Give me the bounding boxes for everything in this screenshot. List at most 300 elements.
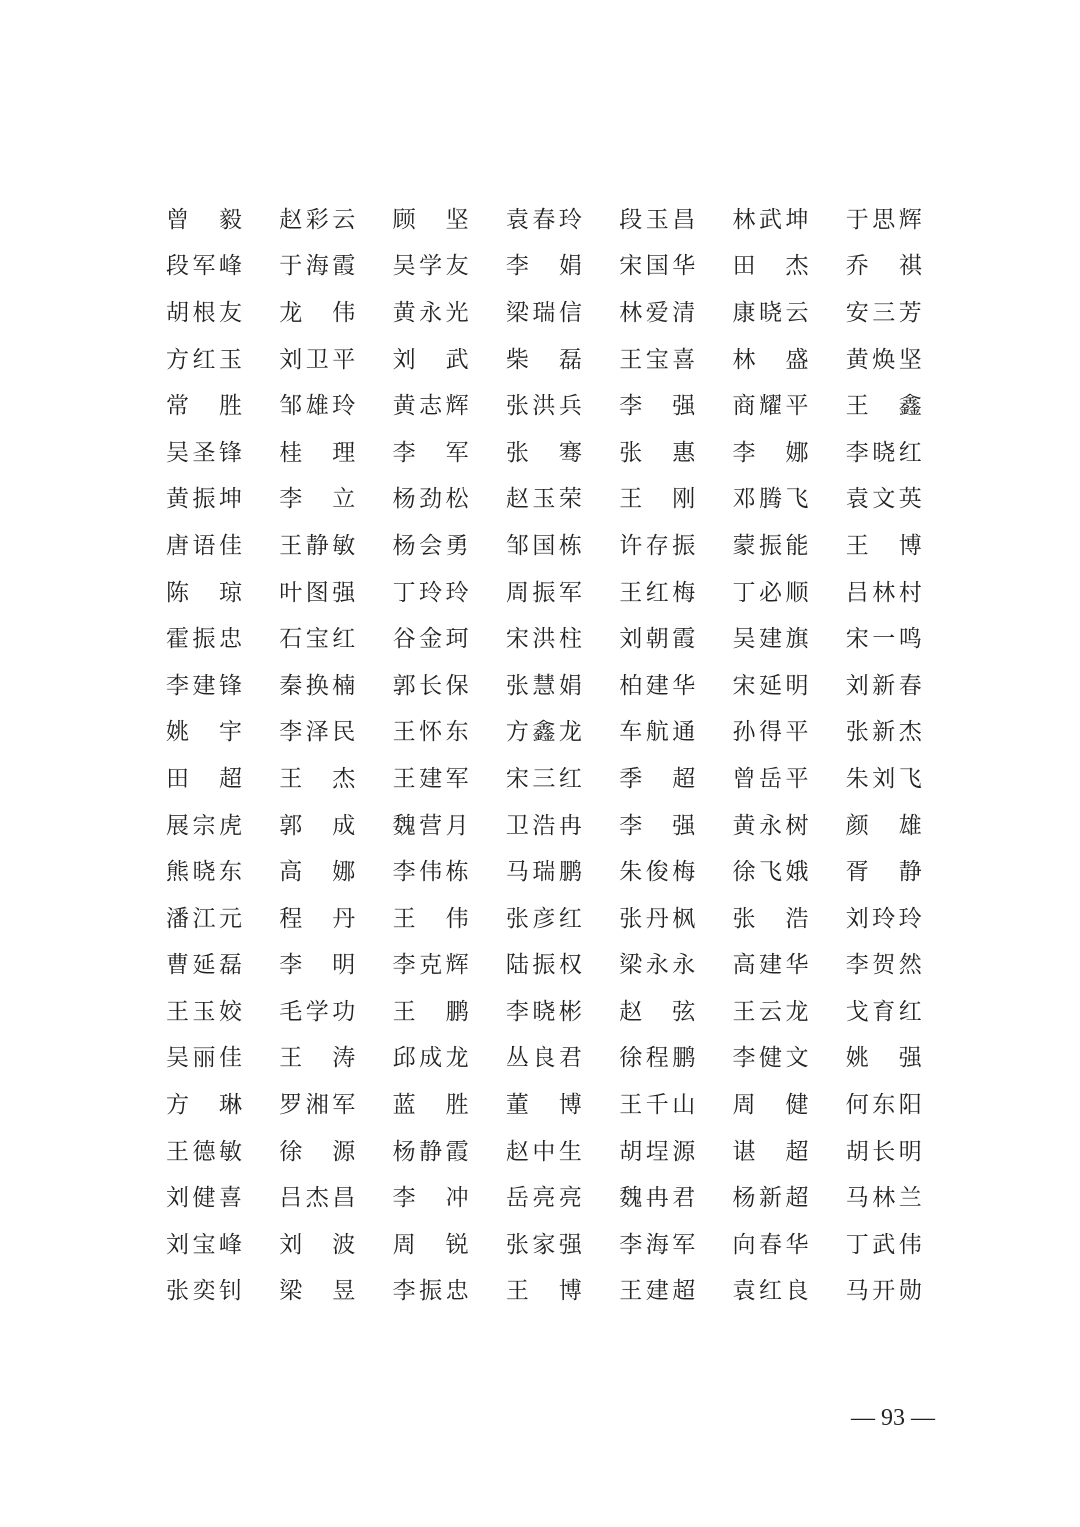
name-char: 杰 [898, 719, 922, 746]
name-char: 德 [192, 1138, 216, 1165]
name-char: 栋 [558, 532, 582, 559]
name-char: 春 [758, 1231, 782, 1258]
name-char: 月 [445, 812, 469, 839]
name-entry [846, 1269, 922, 1316]
name-char: 国 [645, 253, 669, 280]
name-char: 存 [645, 532, 669, 559]
name-entry [506, 943, 582, 990]
name-entry [506, 896, 582, 943]
name-char: 姣 [219, 998, 242, 1025]
name-entry [506, 337, 582, 384]
name-char: 徐 [619, 1045, 643, 1072]
name-char: 柴 [505, 346, 529, 373]
name-char: 王 [619, 579, 643, 606]
name-char: 张 [619, 439, 643, 466]
name-char: 辉 [445, 952, 469, 979]
name-char: 宋 [505, 626, 529, 653]
name-char: 卫 [305, 346, 329, 373]
name-char: 建 [758, 952, 782, 979]
name-char: 陆 [505, 952, 529, 979]
name-char: 军 [445, 765, 469, 792]
name-char: 刘 [845, 672, 869, 699]
name-entry [393, 197, 469, 244]
name-char: 振 [532, 952, 556, 979]
name-entry [846, 1222, 922, 1269]
name-char: 佳 [219, 532, 242, 559]
name-char: 段 [619, 206, 643, 233]
name-char: 强 [672, 812, 696, 839]
name-char: 王 [619, 1092, 643, 1119]
name-entry [279, 1082, 355, 1129]
name-char: 蓝 [392, 1092, 416, 1119]
name-char: 琼 [219, 579, 242, 606]
name-char: 张 [619, 905, 643, 932]
name-char: 吴 [732, 626, 756, 653]
name-char: 车 [619, 719, 643, 746]
name-char: 袁 [845, 486, 869, 513]
name-entry [506, 849, 582, 896]
name-entry [506, 616, 582, 663]
name-char: 永 [645, 952, 669, 979]
name-char: 林 [732, 206, 756, 233]
name-entry [279, 896, 355, 943]
name-char: 忠 [445, 1278, 469, 1305]
name-entry [393, 1082, 469, 1129]
name-char: 徐 [732, 859, 756, 886]
name-char: 洪 [532, 626, 556, 653]
name-char: 顺 [785, 579, 809, 606]
name-char: 奕 [192, 1278, 216, 1305]
name-char: 瑞 [532, 859, 556, 886]
name-entry [732, 337, 808, 384]
name-char: 浩 [532, 812, 556, 839]
name-char: 腾 [758, 486, 782, 513]
name-char: 李 [392, 439, 416, 466]
name-char: 杰 [305, 1185, 329, 1212]
name-entry [732, 244, 808, 291]
name-char: 一 [872, 626, 896, 653]
name-entry [506, 756, 582, 803]
name-char: 熊 [166, 859, 189, 886]
name-char: 马 [845, 1185, 869, 1212]
name-entry [732, 430, 808, 477]
name-char: 胡 [166, 299, 189, 326]
name-entry [846, 430, 922, 477]
name-char: 李 [392, 1278, 416, 1305]
name-char: 军 [445, 439, 469, 466]
name-char: 刘 [279, 1231, 303, 1258]
name-char: 长 [419, 672, 443, 699]
name-char: 村 [898, 579, 922, 606]
name-entry [846, 1175, 922, 1222]
name-char: 龙 [445, 1045, 469, 1072]
name-entry [393, 1036, 469, 1083]
name-entry [166, 523, 242, 570]
name-char: 红 [558, 765, 582, 792]
name-char: 超 [785, 1138, 809, 1165]
name-entry [393, 896, 469, 943]
name-char: 冉 [558, 812, 582, 839]
name-char: 罗 [279, 1092, 303, 1119]
name-char: 鹏 [672, 1045, 696, 1072]
name-char: 伟 [898, 1231, 922, 1258]
name-char: 李 [732, 1045, 756, 1072]
name-char: 王 [845, 532, 869, 559]
name-char: 永 [419, 299, 443, 326]
name-char: 邹 [505, 532, 529, 559]
name-char: 梅 [672, 859, 696, 886]
name-char: 博 [558, 1092, 582, 1119]
name-char: 海 [305, 253, 329, 280]
name-char: 彬 [558, 998, 582, 1025]
name-char: 杨 [392, 532, 416, 559]
name-char: 红 [758, 1278, 782, 1305]
name-entry [279, 803, 355, 850]
name-entry [393, 430, 469, 477]
name-char: 杨 [392, 1138, 416, 1165]
name-char: 王 [619, 346, 643, 373]
name-entry [506, 570, 582, 617]
name-char: 黄 [845, 346, 869, 373]
name-entry [279, 244, 355, 291]
name-char: 王 [166, 998, 189, 1025]
name-entry [393, 989, 469, 1036]
name-char: 玲 [872, 905, 896, 932]
name-char: 涛 [332, 1045, 356, 1072]
name-char: 昱 [332, 1278, 356, 1305]
name-char: 勋 [898, 1278, 922, 1305]
name-char: 虎 [219, 812, 242, 839]
name-char: 曾 [732, 765, 756, 792]
name-entry [279, 710, 355, 757]
name-char: 刘 [872, 765, 896, 792]
name-char: 胡 [619, 1138, 643, 1165]
name-char: 得 [758, 719, 782, 746]
name-entry [166, 849, 242, 896]
name-char: 胥 [845, 859, 869, 886]
name-char: 戈 [845, 998, 869, 1025]
name-char: 强 [672, 393, 696, 420]
name-char: 雄 [305, 393, 329, 420]
name-entry [506, 523, 582, 570]
name-char: 红 [332, 626, 356, 653]
name-char: 宝 [645, 346, 669, 373]
name-char: 贺 [872, 952, 896, 979]
name-char: 吕 [279, 1185, 303, 1212]
name-char: 黄 [166, 486, 189, 513]
name-char: 良 [785, 1278, 809, 1305]
name-char: 语 [192, 532, 216, 559]
name-entry [619, 1222, 695, 1269]
name-entry [619, 477, 695, 524]
name-char: 卫 [505, 812, 529, 839]
name-char: 朱 [619, 859, 643, 886]
name-entry [506, 197, 582, 244]
name-char: 唐 [166, 532, 189, 559]
name-char: 李 [279, 952, 303, 979]
name-entry [619, 570, 695, 617]
name-entry [846, 337, 922, 384]
name-char: 李 [732, 439, 756, 466]
name-char: 张 [505, 393, 529, 420]
name-char: 金 [419, 626, 443, 653]
name-char: 刘 [392, 346, 416, 373]
name-char: 邹 [279, 393, 303, 420]
name-entry [393, 1129, 469, 1176]
name-entry [393, 290, 469, 337]
name-char: 李 [845, 439, 869, 466]
name-char: 刘 [619, 626, 643, 653]
name-entry [732, 896, 808, 943]
name-entry [166, 430, 242, 477]
name-char: 然 [898, 952, 922, 979]
name-char: 旗 [785, 626, 809, 653]
name-char: 宝 [305, 626, 329, 653]
name-char: 春 [532, 206, 556, 233]
name-char: 朱 [845, 765, 869, 792]
name-char: 魏 [392, 812, 416, 839]
name-entry [279, 290, 355, 337]
name-char: 海 [645, 1231, 669, 1258]
name-char: 方 [505, 719, 529, 746]
name-char: 丽 [192, 1045, 216, 1072]
name-entry [846, 290, 922, 337]
name-entry [732, 710, 808, 757]
name-char: 新 [872, 719, 896, 746]
name-char: 刘 [166, 1231, 189, 1258]
name-char: 辉 [898, 206, 922, 233]
name-char: 赵 [505, 1138, 529, 1165]
name-entry [506, 989, 582, 1036]
name-char: 光 [445, 299, 469, 326]
name-char: 磊 [558, 346, 582, 373]
name-entry [166, 337, 242, 384]
name-char: 佳 [219, 1045, 242, 1072]
name-char: 建 [645, 1278, 669, 1305]
name-char: 焕 [872, 346, 896, 373]
name-entry [393, 616, 469, 663]
name-entry [279, 849, 355, 896]
name-char: 晓 [758, 299, 782, 326]
name-char: 红 [645, 579, 669, 606]
name-char: 开 [872, 1278, 896, 1305]
name-char: 娥 [785, 859, 809, 886]
name-entry [732, 989, 808, 1036]
name-char: 姚 [166, 719, 189, 746]
name-char: 吕 [845, 579, 869, 606]
name-char: 长 [872, 1138, 896, 1165]
name-entry [393, 477, 469, 524]
name-entry [732, 803, 808, 850]
name-char: 丛 [505, 1045, 529, 1072]
name-entry [846, 943, 922, 990]
name-char: 刘 [279, 346, 303, 373]
name-char: 伟 [445, 905, 469, 932]
name-entry [619, 896, 695, 943]
name-entry [732, 1036, 808, 1083]
name-entry [846, 756, 922, 803]
name-char: 建 [419, 765, 443, 792]
name-entry [166, 663, 242, 710]
name-char: 曹 [166, 952, 189, 979]
name-char: 红 [558, 905, 582, 932]
name-char: 盛 [785, 346, 809, 373]
name-entry [279, 1222, 355, 1269]
name-char: 王 [392, 905, 416, 932]
name-char: 强 [332, 579, 356, 606]
name-char: 孙 [732, 719, 756, 746]
name-char: 元 [219, 905, 242, 932]
name-char: 武 [445, 346, 469, 373]
name-char: 源 [672, 1138, 696, 1165]
name-char: 马 [505, 859, 529, 886]
name-char: 健 [192, 1185, 216, 1212]
name-char: 博 [558, 1278, 582, 1305]
name-char: 刘 [166, 1185, 189, 1212]
name-entry [846, 803, 922, 850]
name-char: 东 [219, 859, 242, 886]
name-char: 雄 [898, 812, 922, 839]
name-char: 丹 [332, 905, 356, 932]
name-char: 枫 [672, 905, 696, 932]
name-char: 峰 [219, 1231, 242, 1258]
name-entry [393, 383, 469, 430]
name-char: 玲 [558, 206, 582, 233]
name-char: 玲 [332, 393, 356, 420]
name-entry [619, 710, 695, 757]
name-char: 建 [192, 672, 216, 699]
name-char: 张 [166, 1278, 189, 1305]
name-char: 王 [279, 532, 303, 559]
name-char: 玉 [645, 206, 669, 233]
name-char: 武 [758, 206, 782, 233]
page-number: — 93 — [851, 1405, 935, 1431]
name-char: 张 [732, 905, 756, 932]
name-char: 亮 [532, 1185, 556, 1212]
name-char: 珂 [445, 626, 469, 653]
name-entry [732, 1129, 808, 1176]
name-char: 新 [872, 672, 896, 699]
name-entry [166, 710, 242, 757]
name-char: 向 [732, 1231, 756, 1258]
name-char: 晓 [872, 439, 896, 466]
name-char: 坤 [785, 206, 809, 233]
name-entry [506, 1082, 582, 1129]
name-char: 毅 [219, 206, 242, 233]
name-entry [846, 244, 922, 291]
name-char: 方 [166, 346, 189, 373]
name-entry [166, 244, 242, 291]
name-char: 颜 [845, 812, 869, 839]
name-entry [619, 803, 695, 850]
name-entry [279, 430, 355, 477]
name-char: 宋 [619, 253, 643, 280]
name-char: 超 [785, 1185, 809, 1212]
name-char: 娟 [558, 253, 582, 280]
name-char: 徐 [279, 1138, 303, 1165]
name-char: 必 [758, 579, 782, 606]
name-char: 松 [445, 486, 469, 513]
name-char: 振 [192, 486, 216, 513]
name-entry [619, 989, 695, 1036]
name-entry [166, 616, 242, 663]
name-entry [166, 570, 242, 617]
name-char: 杨 [392, 486, 416, 513]
name-entry [619, 523, 695, 570]
name-char: 玲 [419, 579, 443, 606]
name-char: 磊 [219, 952, 242, 979]
name-entry [846, 570, 922, 617]
name-char: 克 [419, 952, 443, 979]
name-char: 文 [872, 486, 896, 513]
name-char: 鑫 [898, 393, 922, 420]
name-char: 文 [785, 1045, 809, 1072]
name-char: 华 [672, 672, 696, 699]
name-entry [393, 663, 469, 710]
name-entry [846, 989, 922, 1036]
name-char: 段 [166, 253, 189, 280]
name-char: 永 [758, 812, 782, 839]
name-char: 会 [419, 532, 443, 559]
name-char: 图 [305, 579, 329, 606]
name-entry [393, 1269, 469, 1316]
name-char: 于 [845, 206, 869, 233]
name-char: 钊 [219, 1278, 242, 1305]
name-char: 于 [279, 253, 303, 280]
name-entry [279, 989, 355, 1036]
name-char: 育 [872, 998, 896, 1025]
name-entry [166, 1222, 242, 1269]
name-char: 李 [392, 859, 416, 886]
name-entry [619, 1129, 695, 1176]
name-char: 康 [732, 299, 756, 326]
name-char: 冉 [645, 1185, 669, 1212]
name-entry [393, 803, 469, 850]
name-char: 荣 [558, 486, 582, 513]
name-char: 成 [332, 812, 356, 839]
name-char: 锋 [219, 439, 242, 466]
name-char: 树 [785, 812, 809, 839]
name-char: 秦 [279, 672, 303, 699]
name-char: 鑫 [532, 719, 556, 746]
name-char: 军 [558, 579, 582, 606]
name-entry [846, 710, 922, 757]
name-entry [732, 570, 808, 617]
name-char: 信 [558, 299, 582, 326]
name-char: 阳 [898, 1092, 922, 1119]
name-entry [619, 1082, 695, 1129]
name-entry [732, 943, 808, 990]
name-char: 忠 [219, 626, 242, 653]
name-char: 保 [445, 672, 469, 699]
name-char: 周 [732, 1092, 756, 1119]
name-char: 黄 [732, 812, 756, 839]
name-char: 娜 [785, 439, 809, 466]
name-char: 张 [505, 1231, 529, 1258]
name-char: 功 [332, 998, 356, 1025]
name-char: 王 [392, 765, 416, 792]
name-char: 静 [305, 532, 329, 559]
name-char: 超 [672, 765, 696, 792]
name-char: 勇 [445, 532, 469, 559]
name-char: 航 [645, 719, 669, 746]
name-entry [279, 523, 355, 570]
name-char: 鸣 [898, 626, 922, 653]
name-entry [732, 1222, 808, 1269]
name-char: 云 [785, 299, 809, 326]
name-char: 延 [192, 952, 216, 979]
name-entry [393, 849, 469, 896]
